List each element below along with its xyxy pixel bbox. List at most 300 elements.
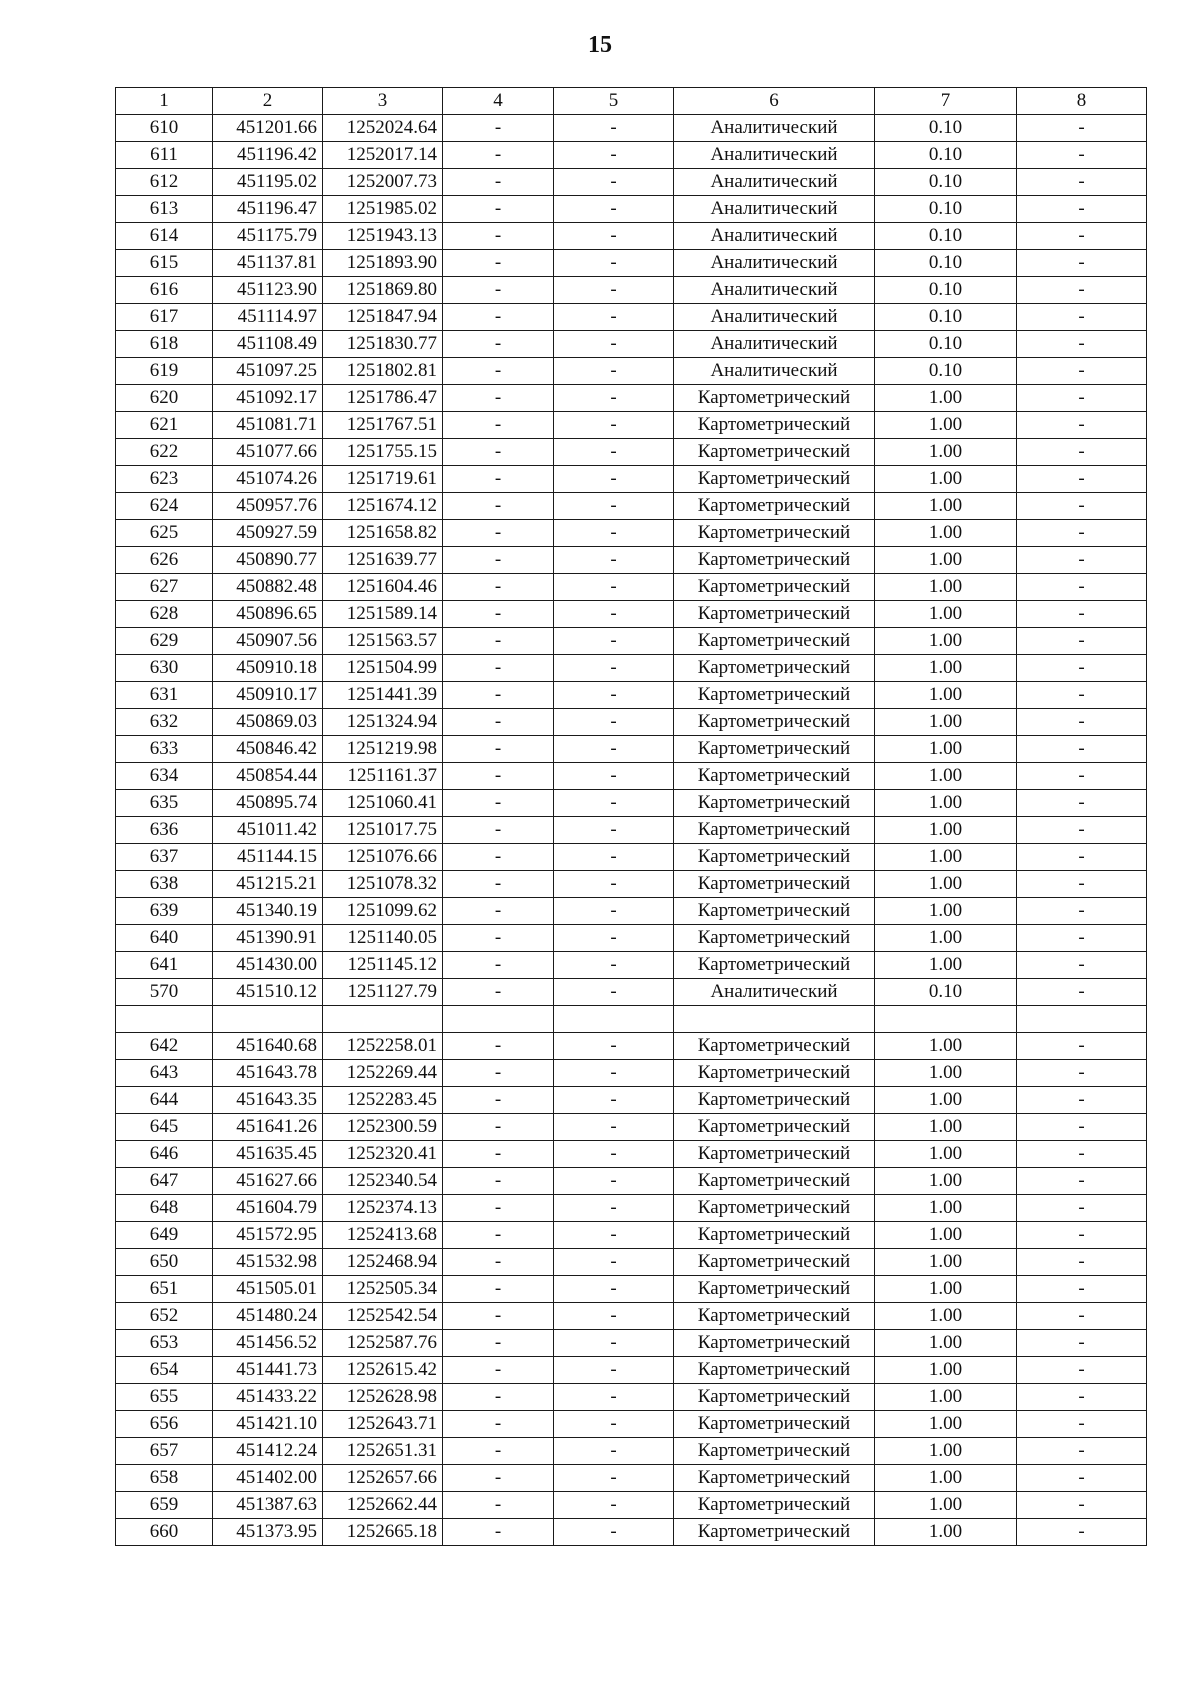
cell-coord-y: 1252651.31: [323, 1437, 443, 1464]
cell-col-5: -: [554, 547, 674, 574]
cell-point-number: 631: [116, 682, 213, 709]
cell-method: Аналитический: [674, 115, 875, 142]
cell-col-8: -: [1017, 1383, 1147, 1410]
cell-method: Картометрический: [674, 790, 875, 817]
cell-col-5: -: [554, 736, 674, 763]
cell-coord-y: 1252017.14: [323, 142, 443, 169]
cell-col-4: -: [443, 331, 554, 358]
table-row: [116, 520, 1147, 547]
table-row: [116, 1006, 1147, 1033]
cell-col-8: -: [1017, 871, 1147, 898]
cell-accuracy: 1.00: [875, 520, 1017, 547]
cell-col-5: -: [554, 1518, 674, 1545]
cell-col-8: -: [1017, 331, 1147, 358]
cell-coord-y: 1251893.90: [323, 250, 443, 277]
cell-accuracy: 1.00: [875, 439, 1017, 466]
cell-accuracy: 1.00: [875, 466, 1017, 493]
cell-method: Картометрический: [674, 385, 875, 412]
cell-coord-y: 1252662.44: [323, 1491, 443, 1518]
cell-accuracy: 0.10: [875, 979, 1017, 1006]
cell-col-8: -: [1017, 1086, 1147, 1113]
cell-col-8: -: [1017, 736, 1147, 763]
cell-col-4: -: [443, 979, 554, 1006]
cell-accuracy: 0.10: [875, 304, 1017, 331]
cell-col-5: -: [554, 574, 674, 601]
cell-coord-y: 1251324.94: [323, 709, 443, 736]
table-row: [116, 196, 1147, 223]
cell-col-5: [554, 1006, 674, 1033]
table-row: [116, 844, 1147, 871]
cell-point-number: 570: [116, 979, 213, 1006]
header-cell-5: 5: [554, 88, 674, 115]
cell-point-number: 623: [116, 466, 213, 493]
cell-coord-x: 450910.17: [213, 682, 323, 709]
cell-accuracy: 1.00: [875, 790, 1017, 817]
cell-col-4: -: [443, 655, 554, 682]
cell-method: Картометрический: [674, 1194, 875, 1221]
cell-col-5: -: [554, 844, 674, 871]
table-row: [116, 331, 1147, 358]
cell-coord-y: 1252374.13: [323, 1194, 443, 1221]
cell-point-number: 643: [116, 1059, 213, 1086]
cell-point-number: 626: [116, 547, 213, 574]
cell-col-5: -: [554, 1437, 674, 1464]
cell-method: Картометрический: [674, 817, 875, 844]
cell-coord-x: 451635.45: [213, 1140, 323, 1167]
cell-method: Картометрический: [674, 1410, 875, 1437]
table-row: [116, 142, 1147, 169]
cell-accuracy: 1.00: [875, 682, 1017, 709]
cell-col-4: -: [443, 1032, 554, 1059]
cell-point-number: 625: [116, 520, 213, 547]
cell-accuracy: 1.00: [875, 1086, 1017, 1113]
cell-col-8: -: [1017, 1464, 1147, 1491]
cell-coord-x: 451430.00: [213, 952, 323, 979]
cell-point-number: 614: [116, 223, 213, 250]
cell-col-4: -: [443, 277, 554, 304]
cell-point-number: 638: [116, 871, 213, 898]
cell-coord-x: 450910.18: [213, 655, 323, 682]
cell-coord-y: 1251504.99: [323, 655, 443, 682]
cell-accuracy: 1.00: [875, 1491, 1017, 1518]
cell-col-8: -: [1017, 385, 1147, 412]
table-row: [116, 1464, 1147, 1491]
cell-coord-x: 451196.42: [213, 142, 323, 169]
cell-point-number: [116, 1006, 213, 1033]
cell-point-number: 621: [116, 412, 213, 439]
cell-accuracy: 1.00: [875, 655, 1017, 682]
cell-point-number: 658: [116, 1464, 213, 1491]
cell-col-4: -: [443, 1518, 554, 1545]
table-row: [116, 547, 1147, 574]
cell-coord-y: 1251830.77: [323, 331, 443, 358]
cell-accuracy: 0.10: [875, 331, 1017, 358]
cell-col-8: [1017, 1006, 1147, 1033]
cell-accuracy: 1.00: [875, 574, 1017, 601]
table-body: [116, 88, 1147, 1546]
cell-col-4: -: [443, 628, 554, 655]
cell-point-number: 649: [116, 1221, 213, 1248]
cell-col-5: -: [554, 1329, 674, 1356]
cell-point-number: 615: [116, 250, 213, 277]
cell-col-8: -: [1017, 358, 1147, 385]
cell-col-4: -: [443, 412, 554, 439]
cell-coord-y: 1251219.98: [323, 736, 443, 763]
cell-method: Картометрический: [674, 1437, 875, 1464]
table-row: [116, 1140, 1147, 1167]
cell-coord-x: 451175.79: [213, 223, 323, 250]
table-row: [116, 169, 1147, 196]
cell-coord-y: 1251604.46: [323, 574, 443, 601]
table-row: [116, 898, 1147, 925]
cell-coord-y: 1251078.32: [323, 871, 443, 898]
cell-col-8: -: [1017, 1140, 1147, 1167]
cell-col-8: -: [1017, 142, 1147, 169]
cell-method: Картометрический: [674, 1248, 875, 1275]
cell-point-number: 618: [116, 331, 213, 358]
table-row: [116, 1491, 1147, 1518]
cell-col-5: -: [554, 520, 674, 547]
cell-method: Картометрический: [674, 844, 875, 871]
header-cell-3: 3: [323, 88, 443, 115]
cell-col-4: -: [443, 1302, 554, 1329]
cell-accuracy: 1.00: [875, 709, 1017, 736]
cell-coord-x: 451144.15: [213, 844, 323, 871]
table-row: [116, 466, 1147, 493]
cell-coord-x: 451373.95: [213, 1518, 323, 1545]
cell-col-4: -: [443, 844, 554, 871]
cell-col-4: -: [443, 304, 554, 331]
cell-method: [674, 1006, 875, 1033]
cell-coord-x: 451137.81: [213, 250, 323, 277]
cell-point-number: 654: [116, 1356, 213, 1383]
cell-method: Аналитический: [674, 250, 875, 277]
cell-col-4: -: [443, 169, 554, 196]
table-row: [116, 1437, 1147, 1464]
cell-coord-y: 1252665.18: [323, 1518, 443, 1545]
table-row: [116, 763, 1147, 790]
cell-coord-x: 450927.59: [213, 520, 323, 547]
cell-col-5: -: [554, 1113, 674, 1140]
table-row: [116, 1410, 1147, 1437]
cell-coord-y: 1251847.94: [323, 304, 443, 331]
cell-point-number: 644: [116, 1086, 213, 1113]
table-row: [116, 1275, 1147, 1302]
cell-col-4: -: [443, 1383, 554, 1410]
cell-coord-x: 451123.90: [213, 277, 323, 304]
cell-coord-y: 1252628.98: [323, 1383, 443, 1410]
cell-col-4: -: [443, 817, 554, 844]
table-row: [116, 1356, 1147, 1383]
header-cell-8: 8: [1017, 88, 1147, 115]
cell-coord-y: 1251140.05: [323, 925, 443, 952]
header-cell-2: 2: [213, 88, 323, 115]
cell-col-5: -: [554, 1032, 674, 1059]
table-row: [116, 1248, 1147, 1275]
cell-col-5: -: [554, 1086, 674, 1113]
cell-coord-x: 451402.00: [213, 1464, 323, 1491]
table-row: [116, 358, 1147, 385]
cell-method: Картометрический: [674, 1464, 875, 1491]
cell-col-5: -: [554, 817, 674, 844]
cell-col-4: -: [443, 142, 554, 169]
cell-col-5: -: [554, 1356, 674, 1383]
cell-col-8: -: [1017, 520, 1147, 547]
cell-point-number: 628: [116, 601, 213, 628]
cell-coord-y: 1251802.81: [323, 358, 443, 385]
cell-coord-y: 1252505.34: [323, 1275, 443, 1302]
table-row: [116, 493, 1147, 520]
cell-method: Картометрический: [674, 520, 875, 547]
cell-point-number: 646: [116, 1140, 213, 1167]
table-row: [116, 601, 1147, 628]
coordinates-table: [115, 87, 1147, 1546]
cell-col-4: -: [443, 763, 554, 790]
cell-method: Картометрический: [674, 1140, 875, 1167]
cell-method: Картометрический: [674, 682, 875, 709]
cell-point-number: 629: [116, 628, 213, 655]
cell-col-5: -: [554, 925, 674, 952]
table-row: [116, 1329, 1147, 1356]
table-row: [116, 628, 1147, 655]
cell-coord-y: 1251985.02: [323, 196, 443, 223]
table-row: [116, 1086, 1147, 1113]
cell-point-number: 622: [116, 439, 213, 466]
cell-coord-y: 1252340.54: [323, 1167, 443, 1194]
cell-point-number: 634: [116, 763, 213, 790]
cell-method: Картометрический: [674, 466, 875, 493]
cell-coord-y: 1252320.41: [323, 1140, 443, 1167]
cell-col-8: -: [1017, 1275, 1147, 1302]
cell-coord-y: 1252615.42: [323, 1356, 443, 1383]
cell-col-4: -: [443, 493, 554, 520]
cell-col-4: -: [443, 1059, 554, 1086]
cell-accuracy: 0.10: [875, 196, 1017, 223]
cell-coord-y: 1251869.80: [323, 277, 443, 304]
cell-col-8: -: [1017, 1167, 1147, 1194]
cell-col-4: -: [443, 952, 554, 979]
table-row: [116, 1194, 1147, 1221]
cell-coord-y: 1251639.77: [323, 547, 443, 574]
cell-col-5: -: [554, 709, 674, 736]
table-row: [116, 871, 1147, 898]
cell-col-4: -: [443, 1329, 554, 1356]
cell-col-4: -: [443, 1356, 554, 1383]
cell-method: Аналитический: [674, 331, 875, 358]
cell-method: Картометрический: [674, 1329, 875, 1356]
cell-coord-y: 1251060.41: [323, 790, 443, 817]
cell-method: Картометрический: [674, 1221, 875, 1248]
cell-coord-x: 451412.24: [213, 1437, 323, 1464]
cell-col-8: -: [1017, 1329, 1147, 1356]
cell-method: Картометрический: [674, 1275, 875, 1302]
cell-coord-y: 1252643.71: [323, 1410, 443, 1437]
cell-point-number: 655: [116, 1383, 213, 1410]
cell-accuracy: 1.00: [875, 952, 1017, 979]
cell-point-number: 617: [116, 304, 213, 331]
cell-accuracy: 1.00: [875, 898, 1017, 925]
cell-accuracy: 1.00: [875, 1464, 1017, 1491]
table-row: [116, 979, 1147, 1006]
cell-coord-x: [213, 1006, 323, 1033]
cell-col-8: -: [1017, 952, 1147, 979]
cell-point-number: 620: [116, 385, 213, 412]
cell-col-5: -: [554, 790, 674, 817]
cell-coord-y: 1252468.94: [323, 1248, 443, 1275]
cell-col-5: -: [554, 1167, 674, 1194]
cell-col-5: -: [554, 493, 674, 520]
cell-coord-y: 1252024.64: [323, 115, 443, 142]
cell-accuracy: 1.00: [875, 1248, 1017, 1275]
cell-col-4: -: [443, 574, 554, 601]
cell-col-5: -: [554, 304, 674, 331]
cell-col-5: -: [554, 655, 674, 682]
cell-col-8: -: [1017, 1221, 1147, 1248]
cell-col-8: -: [1017, 601, 1147, 628]
cell-coord-x: 451215.21: [213, 871, 323, 898]
cell-point-number: 610: [116, 115, 213, 142]
cell-accuracy: 1.00: [875, 817, 1017, 844]
cell-col-8: -: [1017, 1113, 1147, 1140]
cell-accuracy: 1.00: [875, 1221, 1017, 1248]
cell-coord-x: 451532.98: [213, 1248, 323, 1275]
cell-coord-y: 1251017.75: [323, 817, 443, 844]
cell-point-number: 612: [116, 169, 213, 196]
cell-accuracy: 1.00: [875, 1383, 1017, 1410]
cell-accuracy: 1.00: [875, 493, 1017, 520]
cell-point-number: 641: [116, 952, 213, 979]
cell-coord-y: 1252283.45: [323, 1086, 443, 1113]
cell-method: Картометрический: [674, 898, 875, 925]
cell-point-number: 650: [116, 1248, 213, 1275]
cell-coord-x: 451433.22: [213, 1383, 323, 1410]
cell-col-4: -: [443, 601, 554, 628]
cell-col-8: -: [1017, 628, 1147, 655]
cell-coord-x: 451390.91: [213, 925, 323, 952]
cell-coord-y: 1252300.59: [323, 1113, 443, 1140]
table-row: [116, 277, 1147, 304]
cell-method: Картометрический: [674, 439, 875, 466]
cell-col-4: -: [443, 1140, 554, 1167]
cell-method: Картометрический: [674, 547, 875, 574]
cell-coord-x: 451011.42: [213, 817, 323, 844]
cell-method: Картометрический: [674, 1491, 875, 1518]
cell-point-number: 659: [116, 1491, 213, 1518]
cell-coord-y: 1251767.51: [323, 412, 443, 439]
cell-accuracy: 1.00: [875, 1302, 1017, 1329]
cell-accuracy: 1.00: [875, 385, 1017, 412]
cell-point-number: 627: [116, 574, 213, 601]
cell-accuracy: 0.10: [875, 115, 1017, 142]
table-row: [116, 952, 1147, 979]
cell-accuracy: 1.00: [875, 736, 1017, 763]
cell-col-8: -: [1017, 844, 1147, 871]
cell-col-8: -: [1017, 655, 1147, 682]
cell-col-8: -: [1017, 277, 1147, 304]
cell-coord-x: 451505.01: [213, 1275, 323, 1302]
cell-col-4: -: [443, 682, 554, 709]
cell-col-8: -: [1017, 547, 1147, 574]
cell-point-number: 632: [116, 709, 213, 736]
cell-col-5: -: [554, 628, 674, 655]
cell-col-8: -: [1017, 1302, 1147, 1329]
cell-col-8: -: [1017, 817, 1147, 844]
cell-col-4: -: [443, 250, 554, 277]
cell-col-5: -: [554, 439, 674, 466]
cell-accuracy: 1.00: [875, 1167, 1017, 1194]
cell-coord-x: 451641.26: [213, 1113, 323, 1140]
cell-coord-x: 451077.66: [213, 439, 323, 466]
cell-col-8: -: [1017, 466, 1147, 493]
cell-method: Картометрический: [674, 1383, 875, 1410]
cell-method: Картометрический: [674, 736, 875, 763]
cell-method: Картометрический: [674, 1518, 875, 1545]
cell-coord-x: 451643.78: [213, 1059, 323, 1086]
cell-coord-y: 1252413.68: [323, 1221, 443, 1248]
cell-col-4: -: [443, 1248, 554, 1275]
cell-point-number: 647: [116, 1167, 213, 1194]
cell-col-4: -: [443, 115, 554, 142]
header-cell-4: 4: [443, 88, 554, 115]
cell-coord-x: 451604.79: [213, 1194, 323, 1221]
cell-point-number: 624: [116, 493, 213, 520]
cell-col-4: -: [443, 1464, 554, 1491]
cell-col-5: -: [554, 331, 674, 358]
cell-coord-x: 451081.71: [213, 412, 323, 439]
cell-coord-x: 451114.97: [213, 304, 323, 331]
cell-accuracy: 1.00: [875, 763, 1017, 790]
cell-col-4: -: [443, 1194, 554, 1221]
header-cell-7: 7: [875, 88, 1017, 115]
cell-col-5: -: [554, 358, 674, 385]
cell-coord-x: 451196.47: [213, 196, 323, 223]
table-row: [116, 1167, 1147, 1194]
cell-method: Картометрический: [674, 925, 875, 952]
cell-col-5: -: [554, 682, 674, 709]
cell-method: Картометрический: [674, 1032, 875, 1059]
cell-point-number: 653: [116, 1329, 213, 1356]
cell-coord-x: 451108.49: [213, 331, 323, 358]
cell-accuracy: 1.00: [875, 1518, 1017, 1545]
cell-col-8: -: [1017, 169, 1147, 196]
cell-accuracy: 1.00: [875, 1275, 1017, 1302]
cell-point-number: 651: [116, 1275, 213, 1302]
cell-col-5: -: [554, 1302, 674, 1329]
cell-col-8: -: [1017, 1032, 1147, 1059]
cell-coord-x: 451441.73: [213, 1356, 323, 1383]
table-row: [116, 412, 1147, 439]
cell-coord-y: 1251076.66: [323, 844, 443, 871]
cell-coord-y: 1252542.54: [323, 1302, 443, 1329]
cell-coord-x: 450882.48: [213, 574, 323, 601]
cell-coord-x: 450869.03: [213, 709, 323, 736]
table-row: [116, 1518, 1147, 1545]
cell-accuracy: 1.00: [875, 871, 1017, 898]
cell-coord-x: 451387.63: [213, 1491, 323, 1518]
cell-col-5: -: [554, 601, 674, 628]
cell-coord-x: 450890.77: [213, 547, 323, 574]
cell-method: Картометрический: [674, 574, 875, 601]
table-row: [116, 1059, 1147, 1086]
cell-col-5: -: [554, 979, 674, 1006]
header-cell-1: 1: [116, 88, 213, 115]
cell-point-number: 652: [116, 1302, 213, 1329]
cell-col-5: -: [554, 250, 674, 277]
cell-coord-x: 451480.24: [213, 1302, 323, 1329]
cell-col-4: -: [443, 898, 554, 925]
cell-method: Картометрический: [674, 1086, 875, 1113]
table-row: [116, 1113, 1147, 1140]
